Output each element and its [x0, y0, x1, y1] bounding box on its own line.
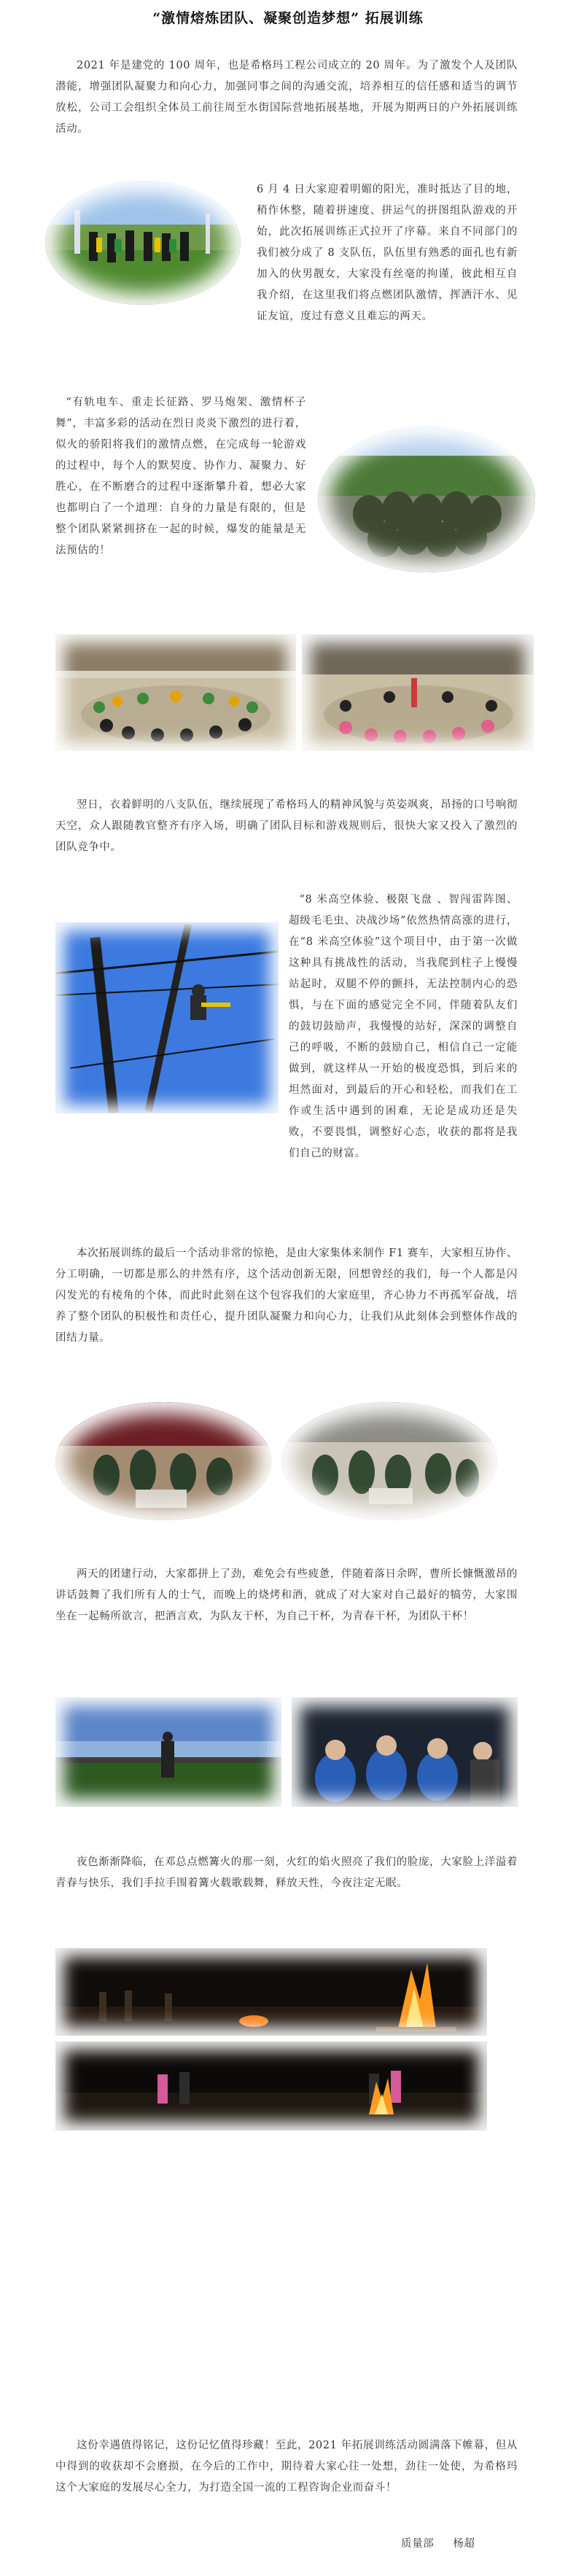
bonfire-photo-top [55, 1948, 487, 2036]
float-spacer [55, 179, 257, 351]
paragraph-bonfire: 夜色渐渐降临，在邓总点燃篝火的那一刻，火红的焰火照亮了我们的脸庞，大家脸上洋溢着青春与快乐，我们手拉手围着篝火载歌载舞，释放天性，今夜注定无眠。 [55, 1856, 518, 1889]
speech-photo [55, 1697, 281, 1807]
paragraph-arrival [55, 179, 518, 351]
signature-department: 质量部 [401, 2538, 435, 2550]
paragraph-arrival-text: 6 月 4 日大家迎着明媚的阳光，准时抵达了目的地，稍作休整，随着拼速度、拼运气的拼图组队游戏的开始，此次拓展训练正式拉开了序幕。来自不同部门的我们被分成了 8 支队伍，队伍里有熟悉的面孔也有新加入的伙男靓女，大家没有丝毫的拘谨，彼此相互自我介绍，在这里我们将点燃团队激情，挥洒汗水、见证友谊，度过有意义且难忘的两天。 [257, 184, 518, 322]
paragraph-closing: 这份幸遇值得铭记，这份记忆值得珍藏！至此，2021 年拓展训练活动圆满落下帷幕，但从中得到的收获却不会磨损，在今后的工作中，期待着大家心往一处想，劲往一处使，为希格玛这个大家庭的发展尽心全力，为打造全国一流的工程咨询企业而奋斗！ [55, 2440, 518, 2494]
paragraph-evening-speech: 两天的团建行动，大家都拼上了劲，难免会有些疲惫，伴随着落日余晖，曹所长慷慨激昂的讲话鼓舞了我们所有人的士气，而晚上的烧烤和酒，就成了对大家对自己最好的犒劳，大家围坐在一起畅所欲言，把酒言欢，为队友干杯，为自己干杯，为青春干杯，为团队干杯！ [55, 1568, 518, 1622]
barbecue-photo [292, 1697, 518, 1807]
f1-build-photo-right [281, 1402, 497, 1520]
f1-build-photo-left [55, 1402, 271, 1520]
float-spacer [55, 919, 289, 1145]
indoor-circle-photo-left [55, 634, 296, 751]
signature [401, 2535, 475, 2550]
bonfire-photo-bottom [55, 2042, 487, 2131]
paragraph-high-altitude-text: “8 米高空体验、极限飞盘 、智闯雷阵图、超级毛毛虫、决战沙场”依然热情高涨的进行，在“8 米高空体验”这个项目中，由于第一次做这种具有挑战性的活动，当我爬到柱子上慢慢站起时，双腿不停的颤抖，无法控制内心的恐惧，与在下面的感觉完全不同，伴随着队友们的鼓切鼓励声，我慢慢的站好，深深的调整自己的呼吸，不断的鼓励自己，相信自己一定能做到，就这样从一开始的极度恐惧，到后来的坦然面对，到最后的开心和轻松，而我们在工作或生活中遇到的困难，无论是成功还是失败，不要畏惧，调整好心态，收获的都将是我们自己的财富。 [289, 894, 518, 1159]
indoor-circle-photo-right [302, 634, 534, 751]
paragraph-day-two: 翌日，衣着鲜明的八支队伍，继续展现了希格玛人的精神风貌与英姿飒爽，昂扬的口号响彻天空，众人跟随教官整齐有序入场，明确了团队目标和游戏规则后，很快大家又投入了激烈的团队竞争中。 [55, 799, 518, 853]
paragraph-activities [55, 392, 518, 620]
paragraph-high-altitude [55, 890, 518, 1164]
paragraph-f1-car: 本次拓展训练的最后一个活动非常的惊艳，是由大家集体来制作 F1 赛车，大家相互协作、分工明确，一切都是那么的井然有序，这个活动创新无限，回想曾经的我们，每一个人都是闪闪发光的有棱角的个体，而此时此刻在这个包容我们的大家庭里，齐心协力不再孤军奋战，培养了整个团队的积极性和责任心，提升团队凝聚力和向心力，让我们从此刻体会到整体作战的团结力量。 [55, 1248, 518, 1344]
article-title: “激情熔炼团队、凝聚创造梦想” 拓展训练 [152, 10, 424, 26]
paragraph-intro: 2021 年是建党的 100 周年，也是希格玛工程公司成立的 20 周年。为了激发个人及团队潜能，增强团队凝聚力和向心力，加强同事之间的沟通交流，培养相互的信任感和适当的调节放松，公司工会组织全体员工前往周至水街国际营地拓展基地，开展为期两日的户外拓展训练活动。 [55, 60, 518, 135]
signature-author: 杨超 [453, 2538, 475, 2550]
paragraph-activities-text: “有轨电车、重走长征路、罗马炮架、激情杯子舞”，丰富多彩的活动在烈日炎炎下激烈的进行着，似火的骄阳将我们的激情点燃，在完成每一轮游戏的过程中，每个人的默契度、协作力、凝聚力、好胜心，在不断磨合的过程中逐渐攀升着，想必大家也都明白了一个道理：自身的力量是有限的，但是整个团队紧紧拥挤在一起的时候，爆发的能量是无法预估的！ [55, 397, 306, 556]
float-spacer [306, 427, 518, 620]
